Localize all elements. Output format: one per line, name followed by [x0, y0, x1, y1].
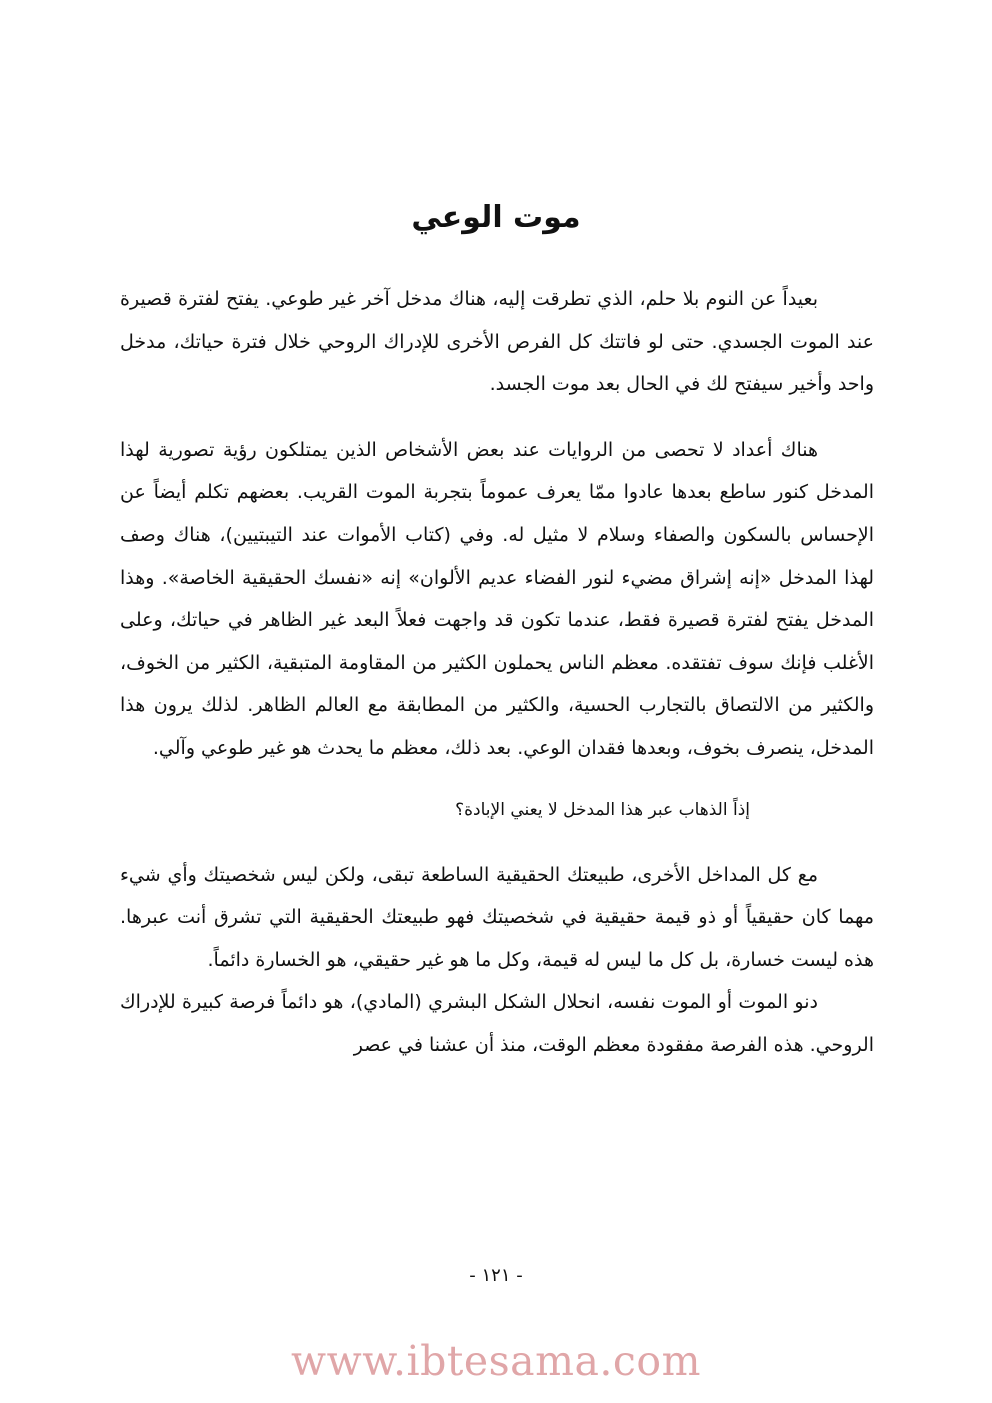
- paragraph-4: دنو الموت أو الموت نفسه، انحلال الشكل البشري (المادي)، هو دائماً فرصة كبيرة للإدراك الروحي. هذه الفرصة مفقودة معظم الوقت، منذ أن عشنا في عصر: [120, 991, 874, 1056]
- section-question: إذاً الذهاب عبر هذا المدخل لا يعني الإبادة؟: [455, 799, 750, 820]
- paragraph-3: مع كل المداخل الأخرى، طبيعتك الحقيقية الساطعة تبقى، ولكن ليس شخصيتك وأي شيء مهما كان حقيقياً أو ذو قيمة حقيقية في شخصيتك فهو طبيعتك الحقيقية التي تشرق أنت عبرها. هذه ليست خسارة، بل كل ما ليس له قيمة، وكل ما هو غير حقيقي، هو الخسارة دائماً.: [120, 863, 874, 971]
- chapter-title: موت الوعي: [411, 200, 581, 235]
- watermark: www.ibtesama.com: [291, 1337, 701, 1385]
- body-text: [120, 278, 874, 1067]
- paragraph-1: بعيداً عن النوم بلا حلم، الذي تطرقت إليه، هناك مدخل آخر غير طوعي. يفتح لفترة قصيرة عند الموت الجسدي. حتى لو فاتتك كل الفرص الأخرى للإدراك الروحي خلال فترة حياتك، مدخل واحد وأخير سيفتح لك في الحال بعد موت الجسد.: [120, 288, 874, 396]
- page-number: - ١٢١ -: [469, 1265, 523, 1286]
- paragraph-2: هناك أعداد لا تحصى من الروايات عند بعض الأشخاص الذين يمتلكون رؤية تصورية لهذا المدخل كنور ساطع بعدها عادوا ممّا يعرف عموماً بتجربة الموت القريب. بعضهم تكلم أيضاً عن الإحساس بالسكون والصفاء وسلام لا مثيل له. وفي (كتاب الأموات عند التيبتيين)، هناك وصف لهذا المدخل «إنه إشراق مضيء لنور الفضاء عديم الألوان» إنه «نفسك الحقيقية الخاصة». وهذا المدخل يفتح لفترة قصيرة فقط، عندما تكون قد واجهت فعلاً البعد غير الظاهر في حياتك، وعلى الأغلب فإنك سوف تفتقده. معظم الناس يحملون الكثير من المقاومة المتبقية، الكثير من الخوف، والكثير من الالتصاق بالتجارب الحسية، والكثير من المطابقة مع العالم الظاهر. لذلك يرون هذا المدخل، ينصرف بخوف، وبعدها فقدان الوعي. بعد ذلك، معظم ما يحدث هو غير طوعي وآلي.: [120, 438, 874, 759]
